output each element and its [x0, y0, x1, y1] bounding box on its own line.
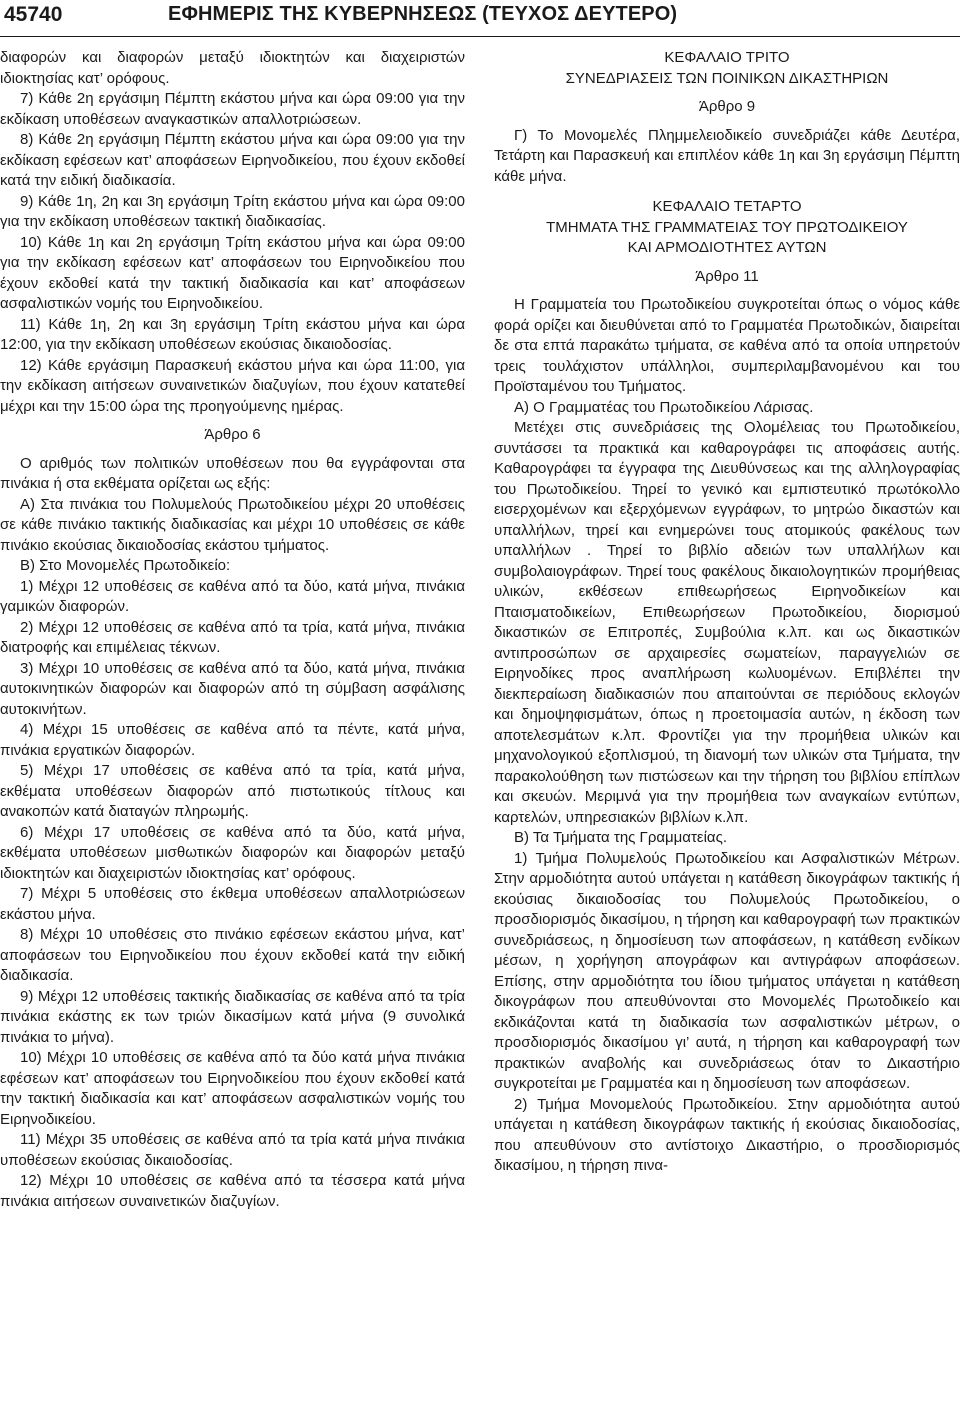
paragraph: 9) Κάθε 1η, 2η και 3η εργάσιμη Τρίτη εκάστου μήνα και ώρα 09:00 για την εκδίκαση υποθέσεων τακτική διαδικασίας.: [0, 192, 465, 230]
paragraph: 9) Μέχρι 12 υποθέσεις τακτικής διαδικασίας σε καθένα από τα τρία πινάκια εκάστης εκ των τριών δικασίμων κατά μήνα (9 συνολικά πινάκια το μήνα).: [0, 987, 465, 1046]
paragraph: Ο αριθμός των πολιτικών υποθέσεων που θα εγγράφονται στα πινάκια ή στα εκθέματα ορίζεται ως εξής:: [0, 454, 465, 492]
paragraph: Β) Τα Τμήματα της Γραμματείας.: [514, 829, 727, 846]
paragraph: 10) Κάθε 1η και 2η εργάσιμη Τρίτη εκάστου μήνα και ώρα 09:00 για την εκδίκαση εφέσεων κατ’ αποφάσεων του Ειρηνοδικείου που έχουν εκδοθεί κατά την τακτική διαδικασία και κατ’ αποφάσεων ασφαλιστικών νομής του Ειρηνοδικείου.: [0, 233, 465, 312]
chapter-heading-3: ΚΕΦΑΛΑΙΟ ΤΡΙΤΟ: [664, 49, 790, 66]
paragraph: 12) Μέχρι 10 υποθέσεις σε καθένα από τα τέσσερα κατά μήνα πινάκια αιτήσεων συναινετικών διαζυγίων.: [0, 1172, 465, 1210]
paragraph: 8) Κάθε 2η εργάσιμη Πέμπτη εκάστου μήνα και ώρα 09:00 για την εκδίκαση εφέσεων κατ’ αποφάσεων Ειρηνοδικείου, που έχουν εκδοθεί κατά την ειδική διαδικασία.: [0, 131, 465, 189]
paragraph: 4) Μέχρι 15 υποθέσεις σε καθένα από τα πέντε, κατά μήνα, πινάκια εργατικών διαφορών.: [0, 721, 465, 759]
paragraph: 1) Μέχρι 12 υποθέσεις σε καθένα από τα δύο, κατά μήνα, πινάκια γαμικών διαφορών.: [0, 577, 465, 615]
page-number: 45740: [4, 3, 63, 26]
chapter-title-4-line2: ΚΑΙ ΑΡΜΟΔΙΟΤΗΤΕΣ ΑΥΤΩΝ: [627, 239, 827, 256]
paragraph: Η Γραμματεία του Πρωτοδικείου συγκροτείται όπως ο νόμος κάθε φορά ορίζει και διευθύνεται από το Γραμματέα Πρωτοδικών, διαιρείται δε στα επτά παρακάτω τμήματα, σε καθένα από τα οποία υπηρετούν τρεις τουλάχιστον υπάλληλοι, συμπεριλαμβανομένου και του Προϊσταμένου του Τμήματος.: [494, 296, 960, 395]
paragraph: Β) Στο Μονομελές Πρωτοδικείο:: [20, 557, 231, 574]
paragraph: Μετέχει στις συνεδριάσεις της Ολομέλειας του Πρωτοδικείου, συντάσσει τα πρακτικά και καθαρογράφει τις αποφάσεις αυτής. Καθαρογράφει τα έγγραφα της Διευθύνσεως και της αλληλογραφίας του Πρωτοδικείου. Τηρεί το γενικό και εμπιστευτικό πρωτόκολλο εισερχομένων και εξερχόμενων εγγράφων, το μητρώο δικαστών και υπαλλήλων, τηρεί και ενημερώνει τους ατομικούς φακέλους των υπαλλήλων . Τηρεί το βιβλίο αδειών των υπαλλήλων και συμβολαιογράφων. Τηρεί τους φακέλους δικαιολογητικών προμήθειας υλικών, εκθέσεων επιθεωρήσεως Ειρηνοδικείων και Πταισματοδικείων, Επιθεωρήσεων Πρωτοδικείου, διορισμού δικαστικών σε Επιτροπές, Συμβούλια κ.λπ. και ως δικαστικών αντιπροσώπων σε αρχαιρεσίες σωματείων, παραγγελιών σε Ειρηνοδίκες προς αναπλήρωση κωλυομένων. Επιβλέπει την διεκπεραίωση διαδικασιών που απαιτούνται σε περιόδους εκλογών και δημοψηφισμάτων, όπως η προετοιμασία αυτών, η έκδοση των αποτελεσμάτων κ.λπ. Φροντίζει για την προμήθεια υλικών και μηχανολογικού εξοπλισμού, τη διανομή των υλικών στα Τμήματα, την παρακολούθηση των πιστώσεων και την τήρηση του βιβλίου επίπλων και σκευών. Μεριμνά για την προμήθεια των αναγκαίων εντύπων, καρτελών, υπηρεσιακών βιβλίων κ.λπ.: [494, 419, 960, 826]
right-column: [494, 48, 960, 1177]
paragraph: 11) Κάθε 1η, 2η και 3η εργάσιμη Τρίτη εκάστου μήνα και ώρα 12:00, για την εκδίκαση υποθέσεων εκούσιας δικαιοδοσίας.: [0, 315, 465, 353]
paragraph: 12) Κάθε εργάσιμη Παρασκευή εκάστου μήνα και ώρα 11:00, για την εκδίκαση αιτήσεων συναινετικών διαζυγίων, που έχουν κατατεθεί μέχρι και την 15:00 ώρα της προηγούμενης ημέρας.: [0, 356, 465, 415]
paragraph: 2) Μέχρι 12 υποθέσεις σε καθένα από τα τρία, κατά μήνα, πινάκια διατροφής και επιμέλειας τέκνων.: [0, 618, 465, 656]
paragraph: 10) Μέχρι 10 υποθέσεις σε καθένα από τα δύο κατά μήνα πινάκια εφέσεων κατ’ αποφάσεων του Ειρηνοδικείου που έχουν εκδοθεί κατά την τακτική διαδικασία και κατ’ αποφάσεων ασφαλιστικών νομής του Ειρηνοδικείου.: [0, 1049, 465, 1128]
paragraph: 11) Μέχρι 35 υποθέσεις σε καθένα από τα τρία κατά μήνα πινάκια υποθέσεων εκούσιας δικαιοδοσίας.: [0, 1131, 465, 1169]
paragraph: 8) Μέχρι 10 υποθέσεις στο πινάκιο εφέσεων εκάστου μήνα, κατ’ αποφάσεων του Ειρηνοδικείου που έχουν εκδοθεί κατά την ειδική διαδικασία.: [0, 926, 465, 984]
paragraph: 2) Τμήμα Μονομελούς Πρωτοδικείου. Στην αρμοδιότητα αυτού υπάγεται η κατάθεση δικογράφων τακτικής ή εκούσιας δικαιοδοσίας, που απευθύνουν στο αντίστοιχο Δικαστήριο, ο προσδιορισμός δικασίμου, η τήρηση πινα-: [494, 1095, 960, 1174]
paragraph: Α) Ο Γραμματέας του Πρωτοδικείου Λάρισας.: [514, 398, 814, 416]
chapter-title-4: ΤΜΗΜΑΤΑ ΤΗΣ ΓΡΑΜΜΑΤΕΙΑΣ ΤΟΥ ΠΡΩΤΟΔΙΚΕΙΟΥ: [546, 218, 908, 236]
paragraph: 7) Κάθε 2η εργάσιμη Πέμπτη εκάστου μήνα και ώρα 09:00 για την εκδίκαση υποθέσεων αναγκαστικών απαλλοτριώσεων.: [0, 90, 465, 128]
article-heading-11: Άρθρο 11: [695, 267, 759, 285]
article-heading-6: Άρθρο 6: [204, 426, 261, 443]
left-column: [0, 48, 465, 1212]
gazette-title: ΕΦΗΜΕΡΙΣ ΤΗΣ ΚΥΒΕΡΝΗΣΕΩΣ (ΤΕΥΧΟΣ ΔΕΥΤΕΡΟ): [168, 3, 678, 25]
page-header: [0, 0, 960, 30]
paragraph: 6) Μέχρι 17 υποθέσεις σε καθένα από τα δύο, κατά μήνα, εκθέματα υποθέσεων μισθωτικών διαφορών και διαφορών μεταξύ ιδιοκτητών και διαχειριστών ιδιοκτησίας κατ’ ορόφους.: [0, 823, 465, 882]
paragraph: 1) Τμήμα Πολυμελούς Πρωτοδικείου και Ασφαλιστικών Μέτρων. Στην αρμοδιότητα αυτού υπάγεται η κατάθεση δικογράφων τακτικής ή εκούσιας δικαιοδοσίας του Πολυμελούς Πρωτοδικείου, ο προσδιορισμός δικασίμου, η τήρηση και καθαρογραφή των πρακτικών συνεδριάσεως, η δημοσίευση των αποφάσεων, η κατάθεση ενδίκων μέσων, η χορήγηση απογράφων και αντιγράφων αποφάσεων. Επίσης, στην αρμοδιότητα του ίδιου τμήματος υπάγεται η κατάθεση δικογράφων που απευθύνονται στο Μονομελές Πρωτοδικείο και εκδικάζονται κατά τη διαδικασία των ασφαλιστικών μέτρων, ο προσδιορισμός δικασίμου γι’ αυτά, η τήρηση και καθαρογραφή των πρακτικών αναβολής και συνεδριάσεως όταν το Δικαστήριο συγκροτείται με Γραμματέα και η δημοσίευση των αποφάσεων.: [494, 849, 960, 1092]
header-rule: [0, 36, 960, 37]
article-heading-9: Άρθρο 9: [698, 98, 756, 115]
paragraph: Α) Στα πινάκια του Πολυμελούς Πρωτοδικείου μέχρι 20 υποθέσεις σε κάθε πινάκιο τακτικής διαδικασίας και μέχρι 10 υποθέσεις σε κάθε πινάκιο εκούσιας δικαιοδοσίας εκάστου τμήματος.: [0, 495, 465, 554]
paragraph: Γ) Το Μονομελές Πλημμελειοδικείο συνεδριάζει κάθε Δευτέρα, Τετάρτη και Παρασκευή και επιπλέον κάθε 1η και 3η εργάσιμη Πέμπτη κάθε μήνα.: [494, 126, 960, 185]
paragraph: 5) Μέχρι 17 υποθέσεις σε καθένα από τα τρία, κατά μήνα, εκθέματα υποθέσεων διαφορών από πιστωτικούς τίτλους και ανακοπών κατά διαταγών πληρωμής.: [0, 762, 465, 820]
chapter-title-3: ΣΥΝΕΔΡΙΑΣΕΙΣ ΤΩΝ ΠΟΙΝΙΚΩΝ ΔΙΚΑΣΤΗΡΙΩΝ: [565, 69, 889, 87]
paragraph: 3) Μέχρι 10 υποθέσεις σε καθένα από τα δύο, κατά μήνα, πινάκια αυτοκινητικών διαφορών και διαφορών από τη σύμβαση ασφάλισης αυτοκινήτων.: [0, 659, 465, 718]
chapter-heading-4: ΚΕΦΑΛΑΙΟ ΤΕΤΑΡΤΟ: [652, 198, 802, 215]
paragraph: 7) Μέχρι 5 υποθέσεις στο έκθεμα υποθέσεων απαλλοτριώσεων εκάστου μήνα.: [0, 885, 465, 923]
paragraph: διαφορών και διαφορών μεταξύ ιδιοκτητών και διαχειριστών ιδιοκτησίας κατ’ ορόφους.: [0, 49, 465, 87]
